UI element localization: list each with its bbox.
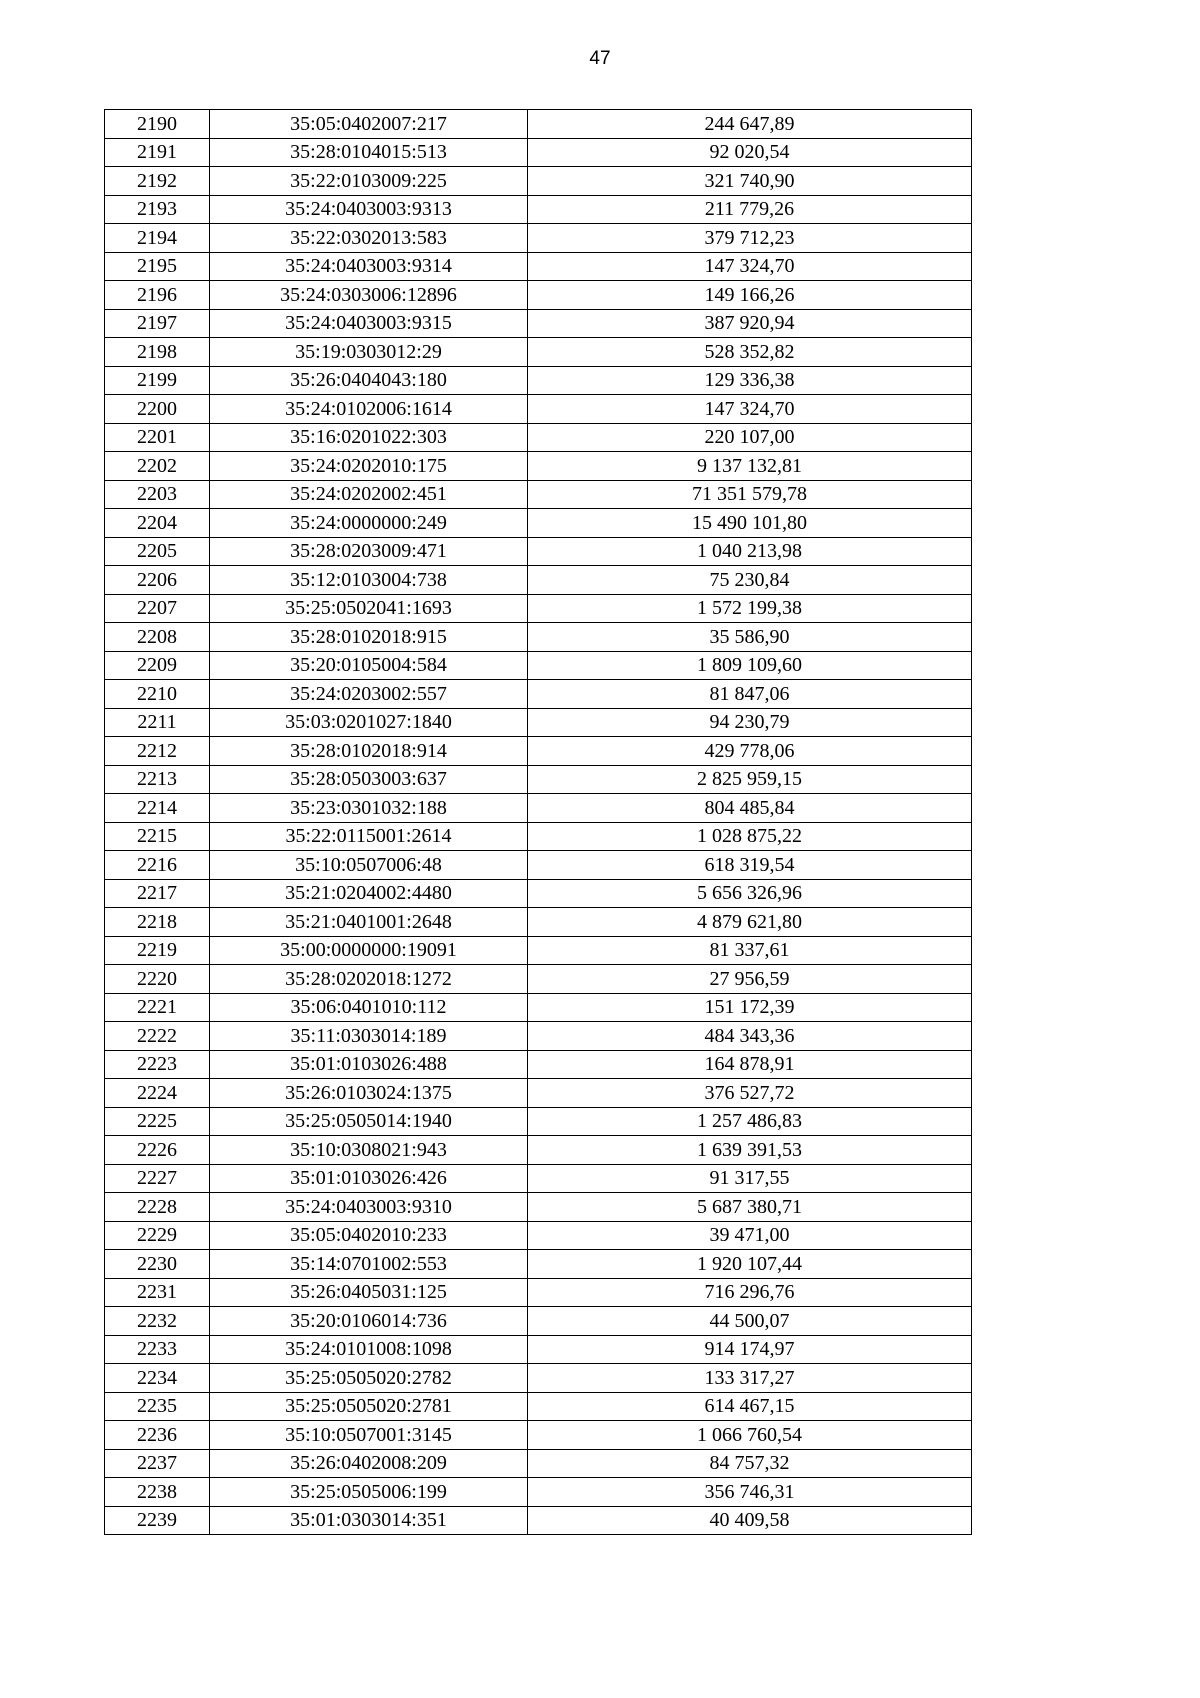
value-cell: 1 809 109,60 bbox=[528, 651, 972, 680]
cadastral-number-cell: 35:26:0405031:125 bbox=[210, 1278, 528, 1307]
cadastral-number-cell: 35:00:0000000:19091 bbox=[210, 936, 528, 965]
row-number-cell: 2192 bbox=[105, 167, 210, 196]
value-cell: 84 757,32 bbox=[528, 1449, 972, 1478]
table-row bbox=[105, 1478, 972, 1507]
value-cell: 379 712,23 bbox=[528, 224, 972, 253]
value-cell: 151 172,39 bbox=[528, 993, 972, 1022]
cadastral-number-cell: 35:24:0202002:451 bbox=[210, 480, 528, 509]
row-number-cell: 2204 bbox=[105, 509, 210, 538]
table-row bbox=[105, 452, 972, 481]
value-cell: 81 337,61 bbox=[528, 936, 972, 965]
row-number-cell: 2205 bbox=[105, 537, 210, 566]
row-number-cell: 2202 bbox=[105, 452, 210, 481]
table-row bbox=[105, 623, 972, 652]
cadastral-number-cell: 35:22:0302013:583 bbox=[210, 224, 528, 253]
value-cell: 914 174,97 bbox=[528, 1335, 972, 1364]
table-row bbox=[105, 338, 972, 367]
value-cell: 149 166,26 bbox=[528, 281, 972, 310]
row-number-cell: 2228 bbox=[105, 1193, 210, 1222]
cadastral-number-cell: 35:25:0502041:1693 bbox=[210, 594, 528, 623]
cadastral-number-cell: 35:01:0103026:426 bbox=[210, 1164, 528, 1193]
row-number-cell: 2214 bbox=[105, 794, 210, 823]
row-number-cell: 2213 bbox=[105, 765, 210, 794]
value-cell: 2 825 959,15 bbox=[528, 765, 972, 794]
cadastral-number-cell: 35:28:0203009:471 bbox=[210, 537, 528, 566]
cadastral-number-cell: 35:24:0403003:9315 bbox=[210, 309, 528, 338]
cadastral-number-cell: 35:26:0103024:1375 bbox=[210, 1079, 528, 1108]
value-cell: 15 490 101,80 bbox=[528, 509, 972, 538]
row-number-cell: 2216 bbox=[105, 851, 210, 880]
value-cell: 387 920,94 bbox=[528, 309, 972, 338]
value-cell: 484 343,36 bbox=[528, 1022, 972, 1051]
table-row bbox=[105, 309, 972, 338]
value-cell: 71 351 579,78 bbox=[528, 480, 972, 509]
cadastral-value-table bbox=[104, 109, 972, 1535]
row-number-cell: 2220 bbox=[105, 965, 210, 994]
value-cell: 81 847,06 bbox=[528, 680, 972, 709]
cadastral-number-cell: 35:22:0115001:2614 bbox=[210, 822, 528, 851]
table-row bbox=[105, 1421, 972, 1450]
cadastral-number-cell: 35:23:0301032:188 bbox=[210, 794, 528, 823]
row-number-cell: 2191 bbox=[105, 138, 210, 167]
table-row bbox=[105, 1335, 972, 1364]
row-number-cell: 2212 bbox=[105, 737, 210, 766]
row-number-cell: 2200 bbox=[105, 395, 210, 424]
row-number-cell: 2231 bbox=[105, 1278, 210, 1307]
table-row bbox=[105, 1307, 972, 1336]
value-cell: 356 746,31 bbox=[528, 1478, 972, 1507]
table-row bbox=[105, 1079, 972, 1108]
row-number-cell: 2235 bbox=[105, 1392, 210, 1421]
row-number-cell: 2219 bbox=[105, 936, 210, 965]
cadastral-number-cell: 35:24:0101008:1098 bbox=[210, 1335, 528, 1364]
value-cell: 1 920 107,44 bbox=[528, 1250, 972, 1279]
table-body bbox=[105, 110, 972, 1535]
table-row bbox=[105, 1136, 972, 1165]
table-row bbox=[105, 936, 972, 965]
row-number-cell: 2237 bbox=[105, 1449, 210, 1478]
value-cell: 4 879 621,80 bbox=[528, 908, 972, 937]
row-number-cell: 2197 bbox=[105, 309, 210, 338]
cadastral-number-cell: 35:24:0203002:557 bbox=[210, 680, 528, 709]
table-row bbox=[105, 965, 972, 994]
row-number-cell: 2239 bbox=[105, 1506, 210, 1535]
value-cell: 147 324,70 bbox=[528, 395, 972, 424]
cadastral-number-cell: 35:14:0701002:553 bbox=[210, 1250, 528, 1279]
row-number-cell: 2207 bbox=[105, 594, 210, 623]
value-cell: 133 317,27 bbox=[528, 1364, 972, 1393]
row-number-cell: 2206 bbox=[105, 566, 210, 595]
cadastral-number-cell: 35:25:0505020:2781 bbox=[210, 1392, 528, 1421]
table-row bbox=[105, 1107, 972, 1136]
table-row bbox=[105, 851, 972, 880]
cadastral-number-cell: 35:24:0303006:12896 bbox=[210, 281, 528, 310]
cadastral-number-cell: 35:01:0103026:488 bbox=[210, 1050, 528, 1079]
row-number-cell: 2234 bbox=[105, 1364, 210, 1393]
row-number-cell: 2225 bbox=[105, 1107, 210, 1136]
row-number-cell: 2194 bbox=[105, 224, 210, 253]
value-cell: 9 137 132,81 bbox=[528, 452, 972, 481]
value-cell: 35 586,90 bbox=[528, 623, 972, 652]
row-number-cell: 2195 bbox=[105, 252, 210, 281]
row-number-cell: 2227 bbox=[105, 1164, 210, 1193]
cadastral-number-cell: 35:24:0000000:249 bbox=[210, 509, 528, 538]
row-number-cell: 2196 bbox=[105, 281, 210, 310]
cadastral-number-cell: 35:21:0401001:2648 bbox=[210, 908, 528, 937]
cadastral-number-cell: 35:12:0103004:738 bbox=[210, 566, 528, 595]
row-number-cell: 2211 bbox=[105, 708, 210, 737]
table-row bbox=[105, 1392, 972, 1421]
row-number-cell: 2209 bbox=[105, 651, 210, 680]
cadastral-number-cell: 35:24:0403003:9314 bbox=[210, 252, 528, 281]
value-cell: 147 324,70 bbox=[528, 252, 972, 281]
cadastral-number-cell: 35:28:0503003:637 bbox=[210, 765, 528, 794]
row-number-cell: 2230 bbox=[105, 1250, 210, 1279]
row-number-cell: 2198 bbox=[105, 338, 210, 367]
row-number-cell: 2236 bbox=[105, 1421, 210, 1450]
table-row bbox=[105, 765, 972, 794]
row-number-cell: 2223 bbox=[105, 1050, 210, 1079]
table-row bbox=[105, 1022, 972, 1051]
cadastral-number-cell: 35:28:0102018:914 bbox=[210, 737, 528, 766]
value-cell: 129 336,38 bbox=[528, 366, 972, 395]
value-cell: 220 107,00 bbox=[528, 423, 972, 452]
cadastral-number-cell: 35:25:0505014:1940 bbox=[210, 1107, 528, 1136]
cadastral-number-cell: 35:05:0402007:217 bbox=[210, 110, 528, 139]
value-cell: 164 878,91 bbox=[528, 1050, 972, 1079]
cadastral-number-cell: 35:28:0104015:513 bbox=[210, 138, 528, 167]
row-number-cell: 2208 bbox=[105, 623, 210, 652]
table-row bbox=[105, 651, 972, 680]
table-row bbox=[105, 822, 972, 851]
value-cell: 244 647,89 bbox=[528, 110, 972, 139]
table-row bbox=[105, 566, 972, 595]
value-cell: 804 485,84 bbox=[528, 794, 972, 823]
value-cell: 1 066 760,54 bbox=[528, 1421, 972, 1450]
row-number-cell: 2226 bbox=[105, 1136, 210, 1165]
value-cell: 44 500,07 bbox=[528, 1307, 972, 1336]
table-row bbox=[105, 1506, 972, 1535]
cadastral-number-cell: 35:26:0404043:180 bbox=[210, 366, 528, 395]
value-cell: 91 317,55 bbox=[528, 1164, 972, 1193]
cadastral-number-cell: 35:20:0106014:736 bbox=[210, 1307, 528, 1336]
value-cell: 618 319,54 bbox=[528, 851, 972, 880]
table-row bbox=[105, 537, 972, 566]
cadastral-number-cell: 35:05:0402010:233 bbox=[210, 1221, 528, 1250]
value-cell: 716 296,76 bbox=[528, 1278, 972, 1307]
row-number-cell: 2233 bbox=[105, 1335, 210, 1364]
value-cell: 5 687 380,71 bbox=[528, 1193, 972, 1222]
cadastral-number-cell: 35:19:0303012:29 bbox=[210, 338, 528, 367]
row-number-cell: 2229 bbox=[105, 1221, 210, 1250]
value-cell: 528 352,82 bbox=[528, 338, 972, 367]
row-number-cell: 2224 bbox=[105, 1079, 210, 1108]
table-row bbox=[105, 708, 972, 737]
cadastral-number-cell: 35:24:0403003:9310 bbox=[210, 1193, 528, 1222]
row-number-cell: 2221 bbox=[105, 993, 210, 1022]
value-cell: 211 779,26 bbox=[528, 195, 972, 224]
value-cell: 1 028 875,22 bbox=[528, 822, 972, 851]
table-row bbox=[105, 794, 972, 823]
table-row bbox=[105, 138, 972, 167]
row-number-cell: 2193 bbox=[105, 195, 210, 224]
value-cell: 1 257 486,83 bbox=[528, 1107, 972, 1136]
row-number-cell: 2199 bbox=[105, 366, 210, 395]
cadastral-number-cell: 35:28:0202018:1272 bbox=[210, 965, 528, 994]
cadastral-number-cell: 35:26:0402008:209 bbox=[210, 1449, 528, 1478]
value-cell: 39 471,00 bbox=[528, 1221, 972, 1250]
cadastral-number-cell: 35:24:0403003:9313 bbox=[210, 195, 528, 224]
cadastral-number-cell: 35:24:0202010:175 bbox=[210, 452, 528, 481]
value-cell: 1 572 199,38 bbox=[528, 594, 972, 623]
cadastral-number-cell: 35:25:0505020:2782 bbox=[210, 1364, 528, 1393]
table-row bbox=[105, 509, 972, 538]
cadastral-number-cell: 35:25:0505006:199 bbox=[210, 1478, 528, 1507]
value-cell: 27 956,59 bbox=[528, 965, 972, 994]
cadastral-number-cell: 35:10:0308021:943 bbox=[210, 1136, 528, 1165]
value-cell: 40 409,58 bbox=[528, 1506, 972, 1535]
table-row bbox=[105, 195, 972, 224]
cadastral-number-cell: 35:10:0507001:3145 bbox=[210, 1421, 528, 1450]
value-cell: 1 639 391,53 bbox=[528, 1136, 972, 1165]
table-row bbox=[105, 1193, 972, 1222]
table-row bbox=[105, 167, 972, 196]
table-row bbox=[105, 395, 972, 424]
table-row bbox=[105, 1449, 972, 1478]
cadastral-number-cell: 35:20:0105004:584 bbox=[210, 651, 528, 680]
row-number-cell: 2210 bbox=[105, 680, 210, 709]
row-number-cell: 2203 bbox=[105, 480, 210, 509]
table-row bbox=[105, 1278, 972, 1307]
value-cell: 1 040 213,98 bbox=[528, 537, 972, 566]
cadastral-number-cell: 35:10:0507006:48 bbox=[210, 851, 528, 880]
cadastral-number-cell: 35:24:0102006:1614 bbox=[210, 395, 528, 424]
cadastral-number-cell: 35:03:0201027:1840 bbox=[210, 708, 528, 737]
row-number-cell: 2222 bbox=[105, 1022, 210, 1051]
row-number-cell: 2232 bbox=[105, 1307, 210, 1336]
row-number-cell: 2217 bbox=[105, 879, 210, 908]
table-row bbox=[105, 993, 972, 1022]
cadastral-number-cell: 35:28:0102018:915 bbox=[210, 623, 528, 652]
cadastral-number-cell: 35:16:0201022:303 bbox=[210, 423, 528, 452]
value-cell: 92 020,54 bbox=[528, 138, 972, 167]
table-row bbox=[105, 366, 972, 395]
table-row bbox=[105, 737, 972, 766]
page-number: 47 bbox=[589, 48, 611, 69]
table-row bbox=[105, 1221, 972, 1250]
cadastral-number-cell: 35:06:0401010:112 bbox=[210, 993, 528, 1022]
table-row bbox=[105, 480, 972, 509]
cadastral-number-cell: 35:11:0303014:189 bbox=[210, 1022, 528, 1051]
table-row bbox=[105, 1250, 972, 1279]
table-row bbox=[105, 879, 972, 908]
table-row bbox=[105, 1164, 972, 1193]
cadastral-number-cell: 35:22:0103009:225 bbox=[210, 167, 528, 196]
table-row bbox=[105, 252, 972, 281]
table-row bbox=[105, 110, 972, 139]
value-cell: 429 778,06 bbox=[528, 737, 972, 766]
value-cell: 376 527,72 bbox=[528, 1079, 972, 1108]
table-row bbox=[105, 1364, 972, 1393]
row-number-cell: 2238 bbox=[105, 1478, 210, 1507]
cadastral-number-cell: 35:01:0303014:351 bbox=[210, 1506, 528, 1535]
value-cell: 5 656 326,96 bbox=[528, 879, 972, 908]
value-cell: 614 467,15 bbox=[528, 1392, 972, 1421]
table-row bbox=[105, 680, 972, 709]
table-row bbox=[105, 281, 972, 310]
table-row bbox=[105, 594, 972, 623]
row-number-cell: 2190 bbox=[105, 110, 210, 139]
table-row bbox=[105, 1050, 972, 1079]
table-row bbox=[105, 423, 972, 452]
row-number-cell: 2218 bbox=[105, 908, 210, 937]
table-row bbox=[105, 224, 972, 253]
row-number-cell: 2215 bbox=[105, 822, 210, 851]
value-cell: 75 230,84 bbox=[528, 566, 972, 595]
value-cell: 321 740,90 bbox=[528, 167, 972, 196]
row-number-cell: 2201 bbox=[105, 423, 210, 452]
table-row bbox=[105, 908, 972, 937]
cadastral-number-cell: 35:21:0204002:4480 bbox=[210, 879, 528, 908]
value-cell: 94 230,79 bbox=[528, 708, 972, 737]
